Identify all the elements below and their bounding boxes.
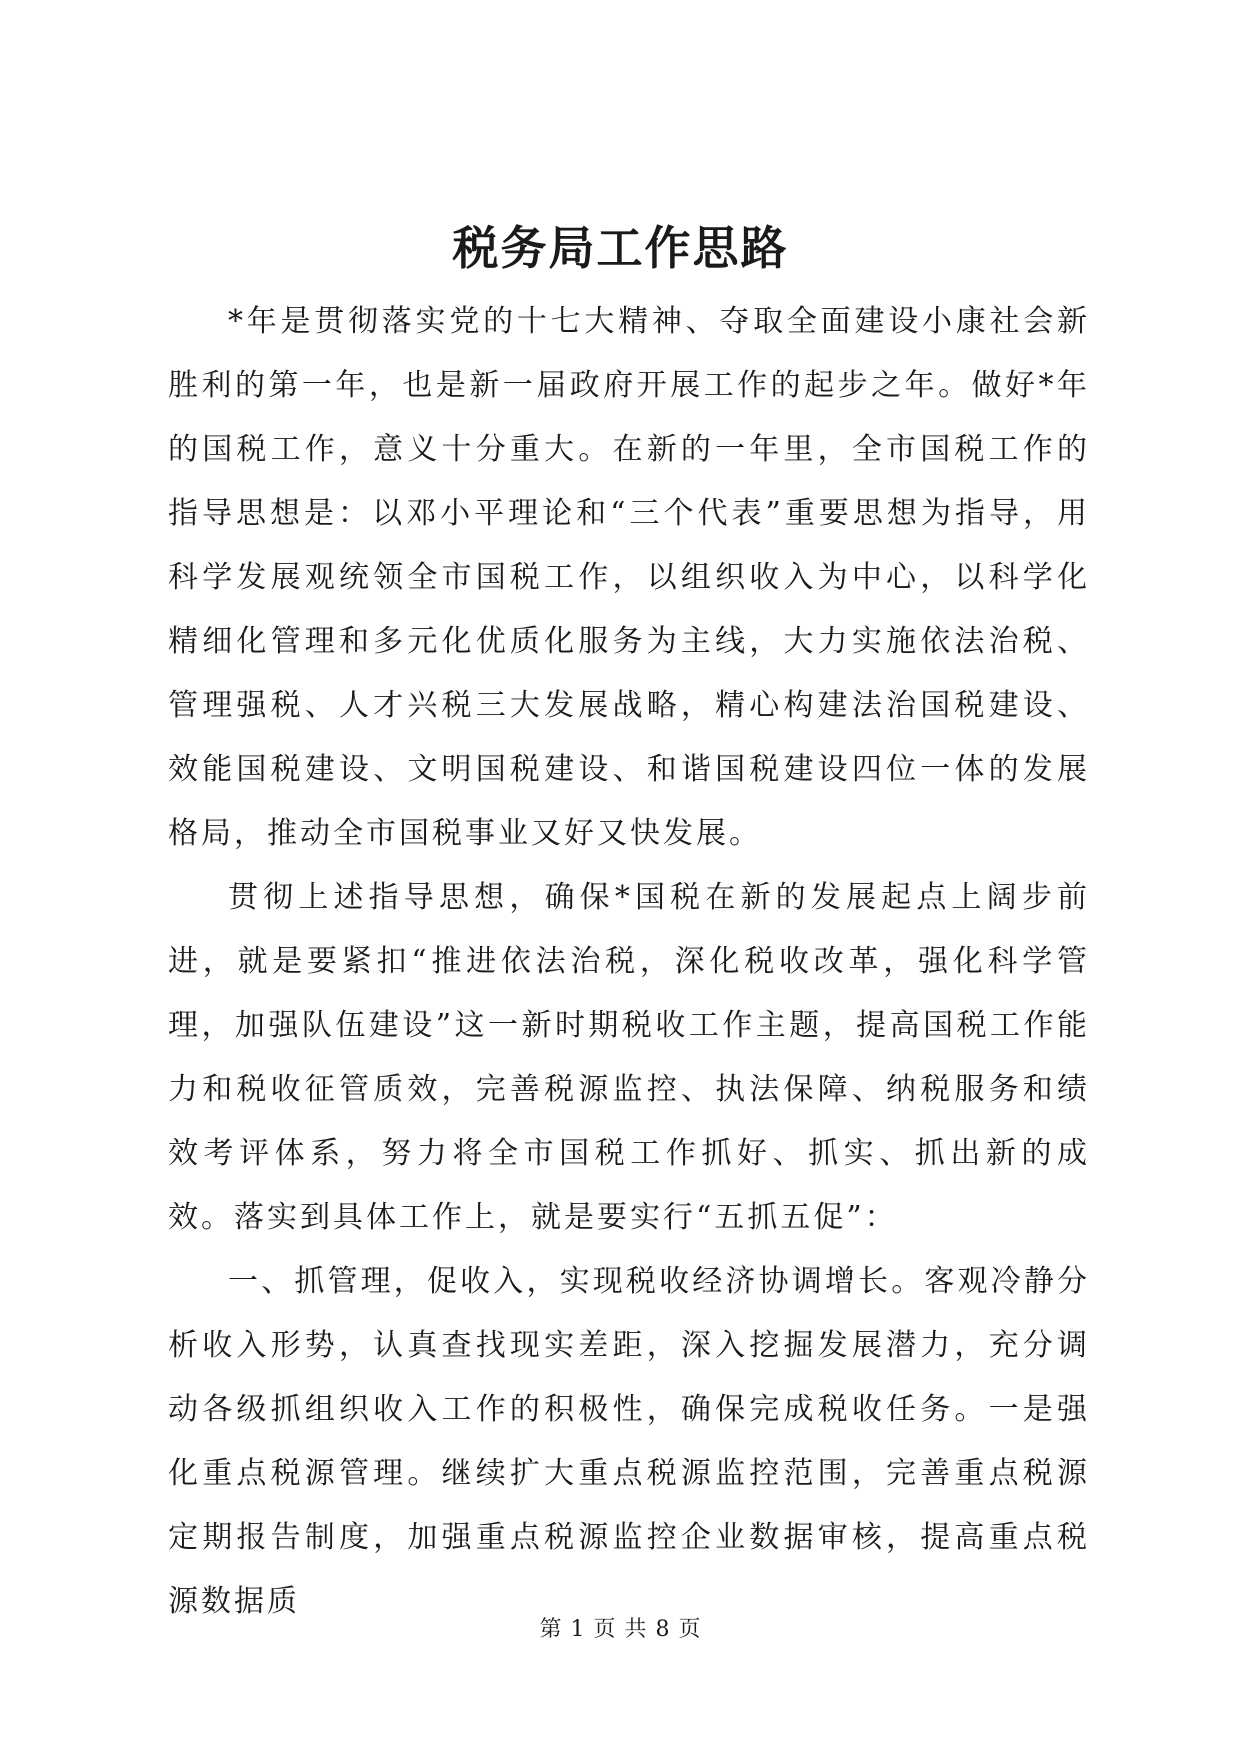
paragraph-2: 贯彻上述指导思想，确保*国税在新的发展起点上阔步前进，就是要紧扣“推进依法治税，深化税收改革，强化科学管理，加强队伍建设”这一新时期税收工作主题，提高国税工作能力和税收征管质效，完善税源监控、执法保障、纳税服务和绩效考评体系，努力将全市国税工作抓好、抓实、抓出新的成效。落实到具体工作上，就是要实行“五抓五促”： xyxy=(168,880,1090,1235)
page-footer: 第 1 页 共 8 页 xyxy=(539,1617,702,1642)
paragraph-1: *年是贯彻落实党的十七大精神、夺取全面建设小康社会新胜利的第一年，也是新一届政府开展工作的起步之年。做好*年的国税工作，意义十分重大。在新的一年里，全市国税工作的指导思想是：以邓小平理论和“三个代表”重要思想为指导，用科学发展观统领全市国税工作，以组织收入为中心，以科学化精细化管理和多元化优质化服务为主线，大力实施依法治税、管理强税、人才兴税三大发展战略，精心构建法治国税建设、效能国税建设、文明国税建设、和谐国税建设四位一体的发展格局，推动全市国税事业又好又快发展。 xyxy=(168,304,1090,851)
paragraph-3: 一、抓管理，促收入，实现税收经济协调增长。客观冷静分析收入形势，认真查找现实差距，深入挖掘发展潜力，充分调动各级抓组织收入工作的积极性，确保完成税收任务。一是强化重点税源管理。继续扩大重点税源监控范围，完善重点税源定期报告制度，加强重点税源监控企业数据审核，提高重点税源数据质 xyxy=(168,1264,1090,1619)
document-body xyxy=(168,290,1090,1634)
document-title: 税务局工作思路 xyxy=(452,221,789,275)
